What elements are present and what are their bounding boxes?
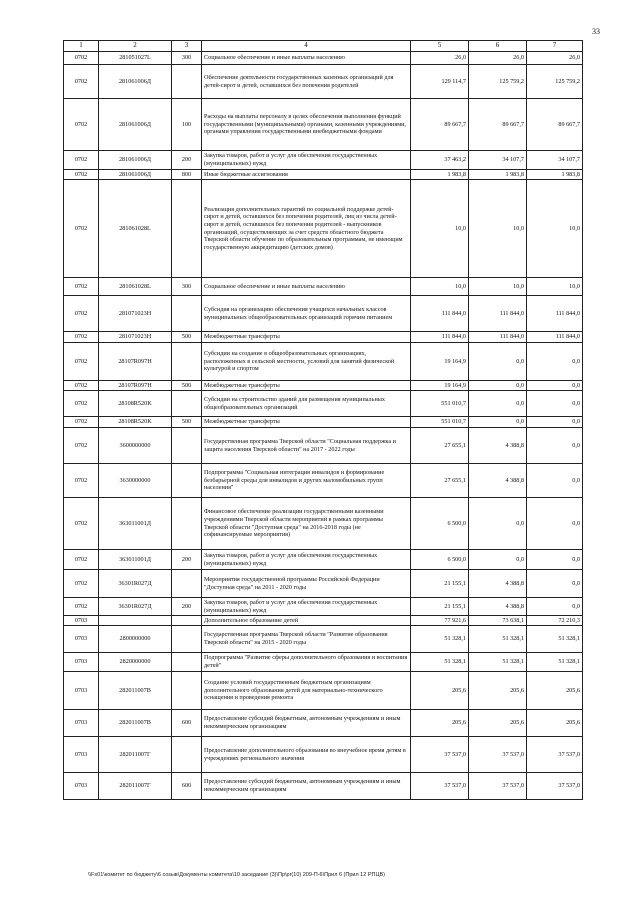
amount-cell-5: 26,0 (411, 52, 469, 65)
description-cell: Социальное обеспечение и иные выплаты населению (202, 278, 411, 296)
amount-cell-6: 111 844,0 (469, 332, 527, 343)
code-cell: 281061006Д (99, 99, 172, 151)
amount-cell-5: 37 537,0 (411, 737, 469, 773)
description-cell: Государственная программа Тверской области "Социальная поддержка и защита населения Тверской области" на 2017 - 2022 годы (202, 428, 411, 464)
col-header-6: 6 (469, 41, 527, 52)
amount-cell-7: 10,0 (527, 180, 583, 278)
description-cell: Субсидии на строительство зданий для размещения муниципальных общеобразовательных организаций (202, 391, 411, 417)
description-cell: Предоставление дополнительного образования во внеучебное время детям в учреждениях регионального значения (202, 737, 411, 773)
expense-type-cell: 200 (172, 598, 202, 616)
col-header-2: 2 (99, 41, 172, 52)
expense-type-cell: 300 (172, 52, 202, 65)
amount-cell-7: 0,0 (527, 598, 583, 616)
description-cell: Межбюджетные трансферты (202, 417, 411, 428)
amount-cell-5: 37 537,0 (411, 773, 469, 800)
table-row (64, 278, 583, 296)
amount-cell-5: 51 328,1 (411, 653, 469, 672)
table-row (64, 653, 583, 672)
section-cell: 0702 (64, 598, 99, 616)
description-cell: Предоставление субсидий бюджетным, автономным учреждениям и иным некоммерческим организациям (202, 773, 411, 800)
code-cell: 281061006Д (99, 151, 172, 170)
description-cell: Реализация дополнительных гарантий по социальной поддержке детей-сирот и детей, оставшихся без попечения родителей, лиц из числа детей-сирот и детей, оставшихся без попечения родителей - выпускников организаций, осуществляющих за счет средств областного бюджета Тверской области обучение по образовательным программам, не имеющим государственную аккредитацию (детских домов) (202, 180, 411, 278)
amount-cell-7: 37 537,0 (527, 737, 583, 773)
table-row (64, 737, 583, 773)
code-cell: 28108R520K (99, 391, 172, 417)
description-cell: Межбюджетные трансферты (202, 381, 411, 391)
section-cell: 0703 (64, 616, 99, 626)
amount-cell-5: 19 164,9 (411, 343, 469, 381)
section-cell: 0702 (64, 381, 99, 391)
code-cell: 282011007Г (99, 773, 172, 800)
section-cell: 0702 (64, 417, 99, 428)
amount-cell-7: 51 328,1 (527, 653, 583, 672)
code-cell: 281071023Н (99, 296, 172, 332)
code-cell: 282011007Г (99, 737, 172, 773)
table-row (64, 464, 583, 498)
table-row (64, 296, 583, 332)
table-row (64, 391, 583, 417)
col-header-7: 7 (527, 41, 583, 52)
section-cell: 0702 (64, 343, 99, 381)
expense-type-cell (172, 428, 202, 464)
table-row (64, 151, 583, 170)
amount-cell-7: 0,0 (527, 550, 583, 570)
table-row (64, 65, 583, 99)
amount-cell-6: 205,6 (469, 672, 527, 710)
section-cell: 0702 (64, 170, 99, 180)
amount-cell-6: 205,6 (469, 710, 527, 737)
code-cell (99, 616, 172, 626)
amount-cell-6: 51 328,1 (469, 626, 527, 653)
section-cell: 0702 (64, 180, 99, 278)
amount-cell-5: 10,0 (411, 278, 469, 296)
expense-type-cell: 500 (172, 417, 202, 428)
table-row (64, 710, 583, 737)
col-header-4: 4 (202, 41, 411, 52)
expense-type-cell (172, 65, 202, 99)
section-cell: 0702 (64, 428, 99, 464)
amount-cell-6: 4 388,8 (469, 570, 527, 598)
amount-cell-5: 551 010,7 (411, 417, 469, 428)
code-cell: 282011007В (99, 710, 172, 737)
description-cell: Закупка товаров, работ и услуг для обеспечения государственных (муниципальных) нужд (202, 550, 411, 570)
code-cell: 281051027L (99, 52, 172, 65)
amount-cell-7: 10,0 (527, 278, 583, 296)
description-cell: Субсидия на организацию обеспечения учащихся начальных классов муниципальных общеобразовательных организаций горячим питанием (202, 296, 411, 332)
description-cell: Закупка товаров, работ и услуг для обеспечения государственных (муниципальных) нужд (202, 598, 411, 616)
expense-type-cell (172, 391, 202, 417)
amount-cell-6: 37 537,0 (469, 773, 527, 800)
description-cell: Создание условий государственным бюджетным организациям дополнительного образования детей для материально-технического оснащения и проведения ремонта (202, 672, 411, 710)
expense-type-cell: 500 (172, 381, 202, 391)
section-cell: 0702 (64, 99, 99, 151)
table-row (64, 570, 583, 598)
amount-cell-7: 205,6 (527, 672, 583, 710)
amount-cell-7: 37 537,0 (527, 773, 583, 800)
description-cell: Расходы на выплаты персоналу в целях обеспечения выполнения функций государственными (муниципальными) органами, казенными учреждениями, органами управления государственными внебюджетными фондами (202, 99, 411, 151)
table-row (64, 99, 583, 151)
amount-cell-6: 0,0 (469, 417, 527, 428)
code-cell: 28107R097Н (99, 343, 172, 381)
expense-type-cell: 600 (172, 773, 202, 800)
amount-cell-7: 0,0 (527, 417, 583, 428)
section-cell: 0703 (64, 710, 99, 737)
amount-cell-6: 111 844,0 (469, 296, 527, 332)
amount-cell-5: 111 844,0 (411, 332, 469, 343)
expense-type-cell: 500 (172, 332, 202, 343)
table-row (64, 343, 583, 381)
expense-type-cell (172, 570, 202, 598)
amount-cell-5: 51 328,1 (411, 626, 469, 653)
col-header-3: 3 (172, 41, 202, 52)
amount-cell-5: 27 655,1 (411, 428, 469, 464)
table-row (64, 52, 583, 65)
table-row (64, 773, 583, 800)
code-cell: 363011001Д (99, 498, 172, 550)
amount-cell-5: 129 114,7 (411, 65, 469, 99)
amount-cell-6: 37 537,0 (469, 737, 527, 773)
amount-cell-7: 51 328,1 (527, 626, 583, 653)
expense-type-cell: 300 (172, 278, 202, 296)
expense-type-cell (172, 672, 202, 710)
amount-cell-6: 4 388,8 (469, 464, 527, 498)
code-cell: 2820000000 (99, 653, 172, 672)
code-cell: 281061006Д (99, 65, 172, 99)
description-cell: Иные бюджетные ассигнования (202, 170, 411, 180)
budget-table (63, 40, 583, 800)
code-cell: 36301R027Д (99, 598, 172, 616)
amount-cell-7: 0,0 (527, 343, 583, 381)
amount-cell-6: 0,0 (469, 498, 527, 550)
code-cell: 36301R027Д (99, 570, 172, 598)
table-row (64, 598, 583, 616)
description-cell: Государственная программа Тверской области "Развитие образования Тверской области" на 2015 - 2020 годы (202, 626, 411, 653)
amount-cell-5: 205,6 (411, 710, 469, 737)
table-row (64, 428, 583, 464)
section-cell: 0702 (64, 296, 99, 332)
table-row (64, 626, 583, 653)
table-row (64, 550, 583, 570)
amount-cell-6: 10,0 (469, 180, 527, 278)
code-cell: 28107R097Н (99, 381, 172, 391)
table-row (64, 332, 583, 343)
code-cell: 282011007В (99, 672, 172, 710)
section-cell: 0702 (64, 570, 99, 598)
expense-type-cell (172, 616, 202, 626)
code-cell: 3630000000 (99, 464, 172, 498)
amount-cell-7: 26,0 (527, 52, 583, 65)
amount-cell-7: 111 844,0 (527, 332, 583, 343)
amount-cell-5: 27 655,1 (411, 464, 469, 498)
description-cell: Подпрограмма "Социальная интеграция инвалидов и формирование безбарьерной среды для инвалидов и других маломобильных групп населения" (202, 464, 411, 498)
description-cell: Межбюджетные трансферты (202, 332, 411, 343)
table-row (64, 672, 583, 710)
amount-cell-6: 26,0 (469, 52, 527, 65)
amount-cell-7: 0,0 (527, 428, 583, 464)
amount-cell-7: 0,0 (527, 381, 583, 391)
expense-type-cell (172, 296, 202, 332)
amount-cell-7: 0,0 (527, 498, 583, 550)
table-row (64, 180, 583, 278)
amount-cell-5: 21 155,1 (411, 570, 469, 598)
amount-cell-7: 0,0 (527, 391, 583, 417)
table-row (64, 616, 583, 626)
table-row (64, 381, 583, 391)
expense-type-cell (172, 653, 202, 672)
description-cell: Предоставление субсидий бюджетным, автономным учреждениям и иным некоммерческим организациям (202, 710, 411, 737)
section-cell: 0703 (64, 653, 99, 672)
header-row (64, 41, 583, 52)
amount-cell-5: 1 983,8 (411, 170, 469, 180)
amount-cell-6: 4 388,8 (469, 428, 527, 464)
code-cell: 2800000000 (99, 626, 172, 653)
amount-cell-5: 19 164,9 (411, 381, 469, 391)
section-cell: 0702 (64, 278, 99, 296)
expense-type-cell (172, 626, 202, 653)
code-cell: 3600000000 (99, 428, 172, 464)
section-cell: 0703 (64, 737, 99, 773)
col-header-1: 1 (64, 41, 99, 52)
amount-cell-7: 205,6 (527, 710, 583, 737)
amount-cell-5: 21 155,1 (411, 598, 469, 616)
amount-cell-6: 0,0 (469, 343, 527, 381)
code-cell: 281071023Н (99, 332, 172, 343)
col-header-5: 5 (411, 41, 469, 52)
description-cell: Субсидии на создание в общеобразовательных организациях, расположенных в сельской местности, условий для занятий физической культурой и спортом (202, 343, 411, 381)
description-cell: Мероприятия государственной программы Российской Федерации "Доступная среда" на 2011 - 2020 годы (202, 570, 411, 598)
amount-cell-7: 0,0 (527, 570, 583, 598)
table-row (64, 498, 583, 550)
section-cell: 0702 (64, 151, 99, 170)
section-cell: 0702 (64, 464, 99, 498)
file-path-footer: \\Fs01\комитет по бюджету\6 созыв\Документы комитета\10 заседание (3)\Пр\pr(10) 209-П-6\Прил 6 (Прил 12 РПЦВ) (88, 872, 386, 878)
section-cell: 0702 (64, 391, 99, 417)
table-row (64, 170, 583, 180)
amount-cell-6: 4 388,8 (469, 598, 527, 616)
amount-cell-7: 0,0 (527, 464, 583, 498)
amount-cell-6: 10,0 (469, 278, 527, 296)
amount-cell-5: 551 010,7 (411, 391, 469, 417)
amount-cell-5: 89 667,7 (411, 99, 469, 151)
code-cell: 28108R520K (99, 417, 172, 428)
amount-cell-5: 37 463,2 (411, 151, 469, 170)
amount-cell-6: 0,0 (469, 550, 527, 570)
section-cell: 0702 (64, 52, 99, 65)
description-cell: Обеспечение деятельности государственных казенных организаций для детей-сирот и детей, оставшихся без попечения родителей (202, 65, 411, 99)
code-cell: 281061006Д (99, 170, 172, 180)
amount-cell-5: 10,0 (411, 180, 469, 278)
description-cell: Подпрограмма "Развитие сферы дополнительного образования и воспитания детей" (202, 653, 411, 672)
description-cell: Социальное обеспечение и иные выплаты населению (202, 52, 411, 65)
amount-cell-7: 125 759,2 (527, 65, 583, 99)
expense-type-cell: 800 (172, 170, 202, 180)
page-number: 33 (592, 27, 600, 36)
amount-cell-7: 111 844,0 (527, 296, 583, 332)
code-cell: 281061028L (99, 278, 172, 296)
amount-cell-6: 73 638,1 (469, 616, 527, 626)
section-cell: 0702 (64, 65, 99, 99)
section-cell: 0702 (64, 332, 99, 343)
amount-cell-7: 89 667,7 (527, 99, 583, 151)
expense-type-cell (172, 498, 202, 550)
amount-cell-6: 34 107,7 (469, 151, 527, 170)
amount-cell-7: 72 210,3 (527, 616, 583, 626)
expense-type-cell (172, 343, 202, 381)
amount-cell-6: 0,0 (469, 381, 527, 391)
section-cell: 0703 (64, 626, 99, 653)
amount-cell-7: 34 107,7 (527, 151, 583, 170)
expense-type-cell (172, 737, 202, 773)
amount-cell-5: 6 500,0 (411, 550, 469, 570)
expense-type-cell: 600 (172, 710, 202, 737)
section-cell: 0702 (64, 498, 99, 550)
section-cell: 0703 (64, 773, 99, 800)
code-cell: 281061028L (99, 180, 172, 278)
amount-cell-7: 1 983,8 (527, 170, 583, 180)
amount-cell-5: 77 921,6 (411, 616, 469, 626)
amount-cell-5: 205,6 (411, 672, 469, 710)
expense-type-cell (172, 464, 202, 498)
amount-cell-6: 125 759,2 (469, 65, 527, 99)
amount-cell-6: 51 328,1 (469, 653, 527, 672)
expense-type-cell: 200 (172, 550, 202, 570)
section-cell: 0703 (64, 672, 99, 710)
section-cell: 0702 (64, 550, 99, 570)
amount-cell-5: 111 844,0 (411, 296, 469, 332)
expense-type-cell (172, 180, 202, 278)
code-cell: 363011001Д (99, 550, 172, 570)
amount-cell-6: 1 983,8 (469, 170, 527, 180)
amount-cell-6: 0,0 (469, 391, 527, 417)
expense-type-cell: 200 (172, 151, 202, 170)
description-cell: Дополнительное образование детей (202, 616, 411, 626)
description-cell: Закупка товаров, работ и услуг для обеспечения государственных (муниципальных) нужд (202, 151, 411, 170)
description-cell: Финансовое обеспечение реализации государственными казенными учреждениями Тверской области мероприятий в рамках программы Тверской области "Доступная среда" на 2016-2018 годы (не софинансируемые мероприятия) (202, 498, 411, 550)
amount-cell-5: 6 500,0 (411, 498, 469, 550)
table-row (64, 417, 583, 428)
expense-type-cell: 100 (172, 99, 202, 151)
amount-cell-6: 89 667,7 (469, 99, 527, 151)
